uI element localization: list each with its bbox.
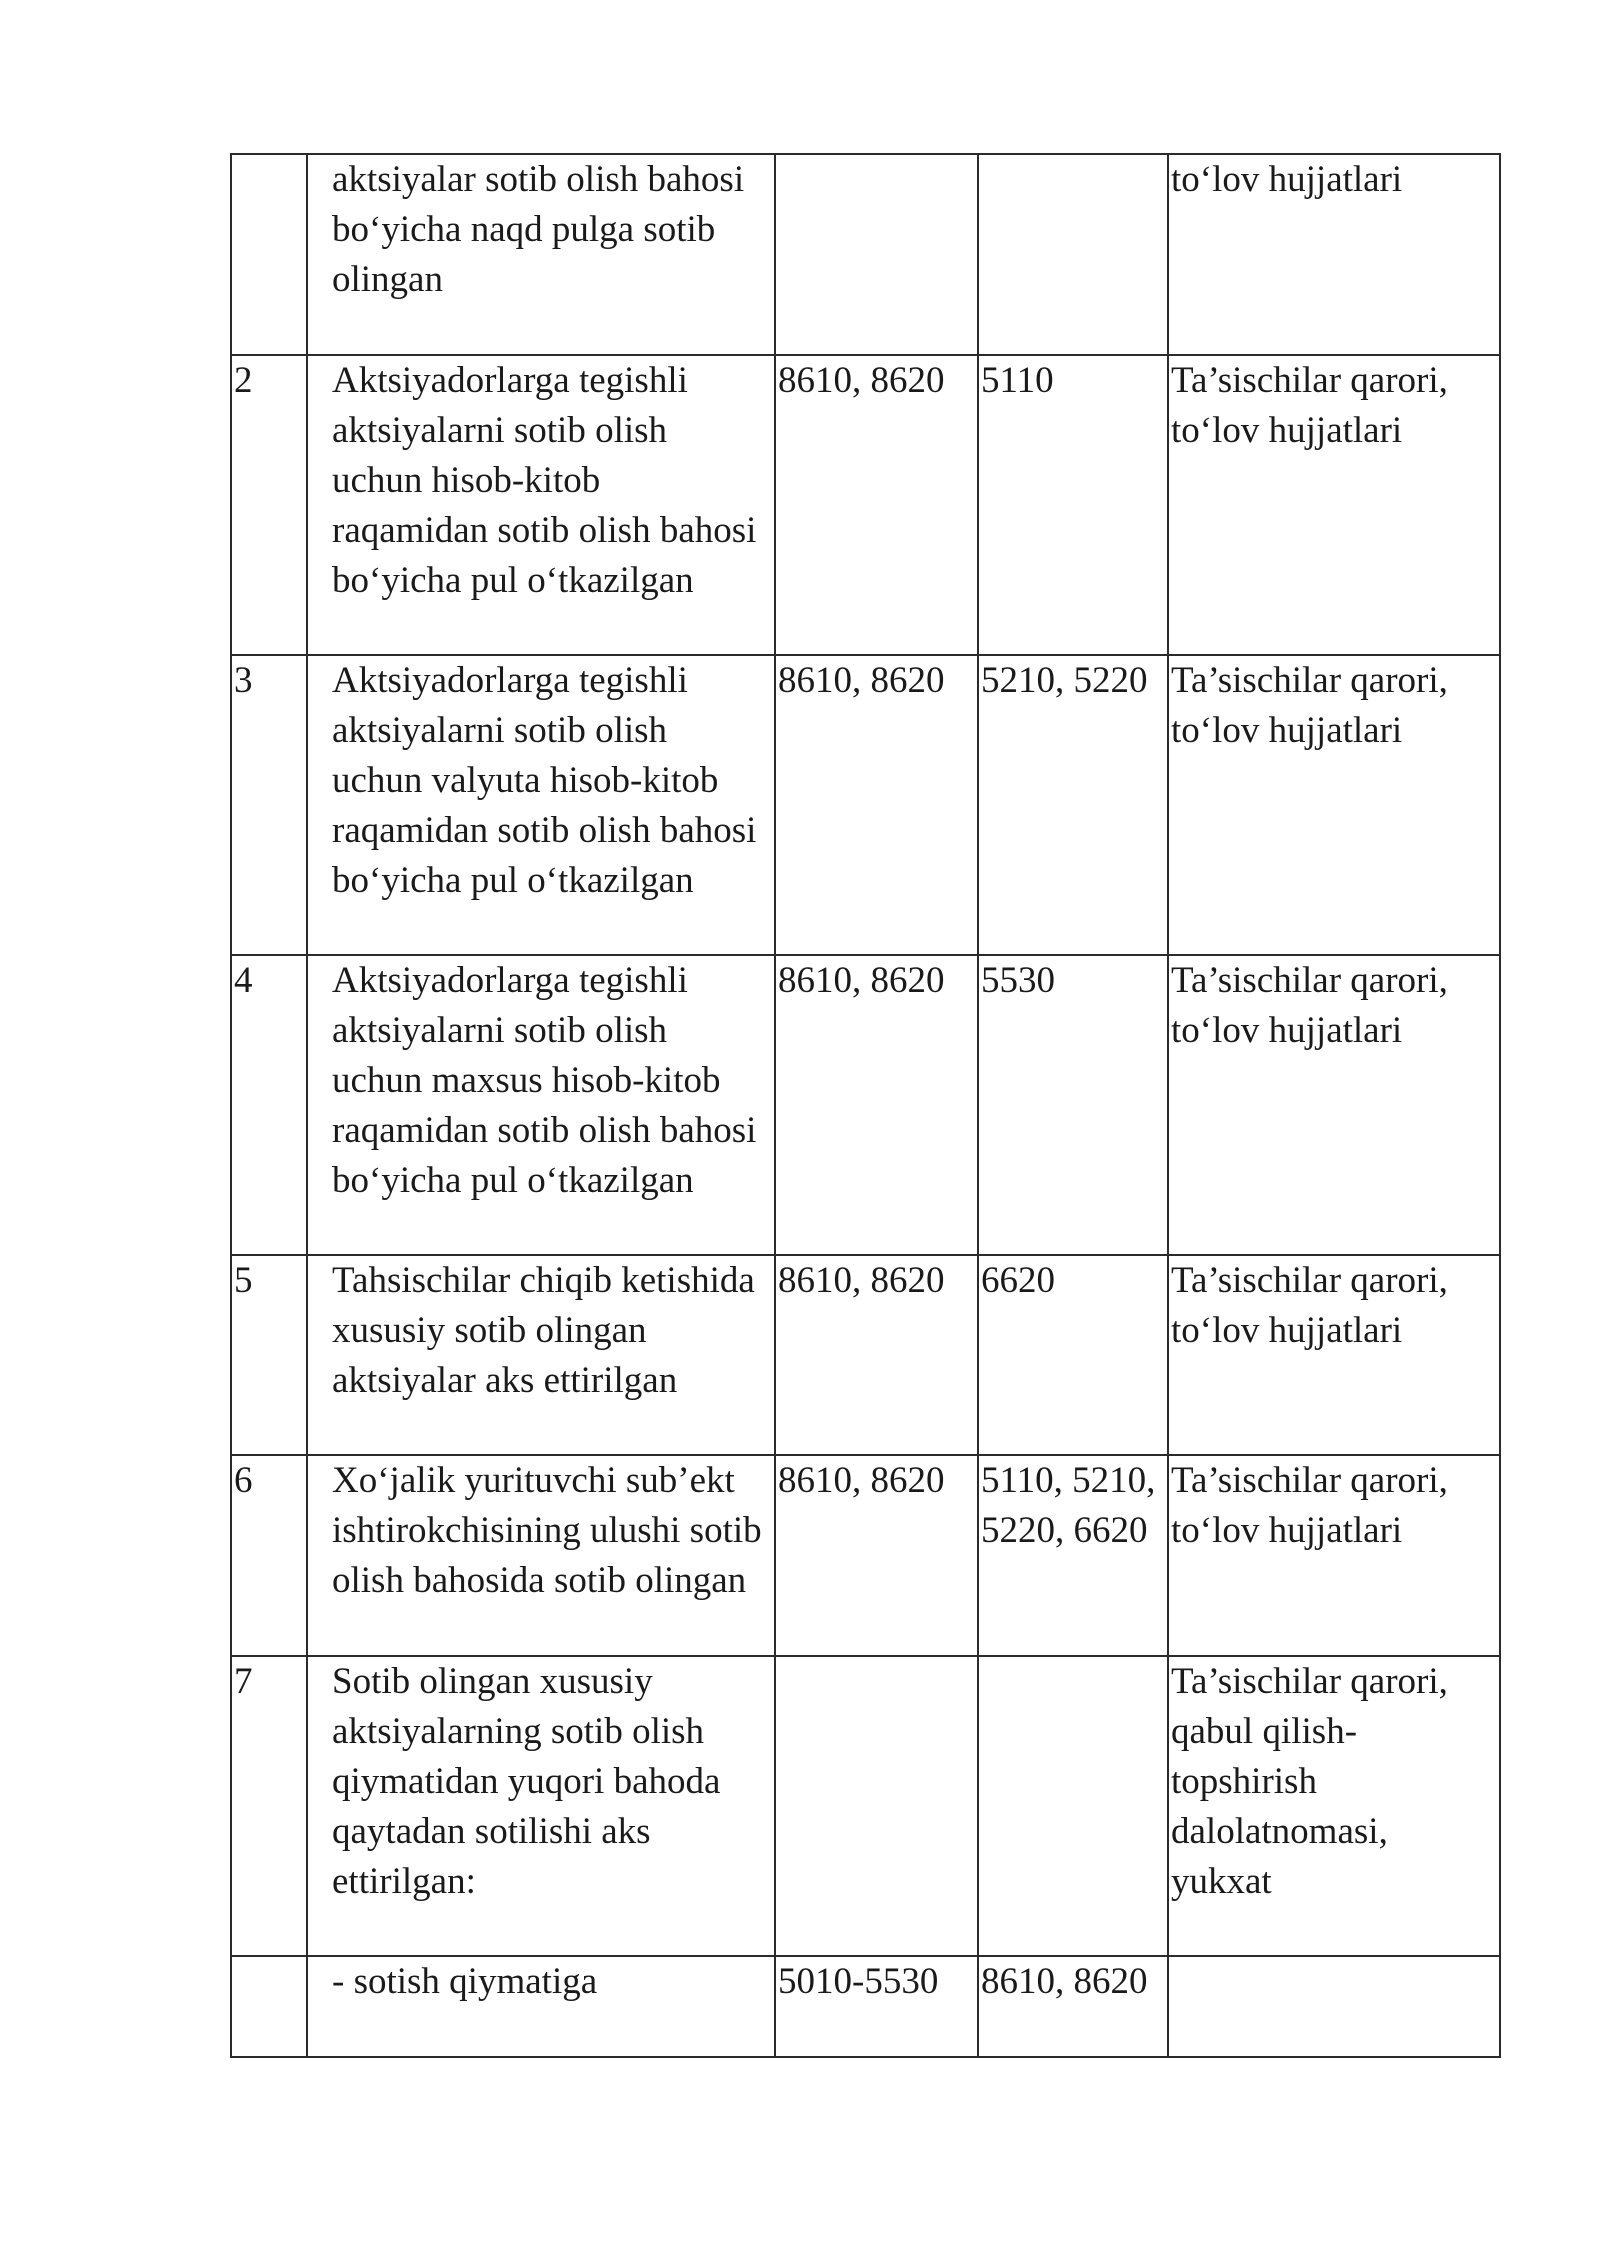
table-row — [231, 1255, 1500, 1455]
debit-account-cell: 8610, 8620 — [775, 1255, 978, 1455]
documents-cell: Ta’sischilar qarori, to‘lov hujjatlari — [1168, 1255, 1500, 1455]
row-number-cell: 7 — [231, 1656, 307, 1956]
credit-account-cell: 8610, 8620 — [978, 1956, 1168, 2057]
row-number-cell: 4 — [231, 955, 307, 1255]
debit-account-cell: 8610, 8620 — [775, 955, 978, 1255]
row-number-cell — [231, 1956, 307, 2057]
row-number-cell: 5 — [231, 1255, 307, 1455]
credit-account-cell — [978, 154, 1168, 355]
description-cell: Tahsischilar chiqib ketishida xususiy sotib olingan aktsiyalar aks ettirilgan — [307, 1255, 775, 1455]
table-row — [231, 1656, 1500, 1956]
documents-cell — [1168, 1956, 1500, 2057]
credit-account-cell: 5210, 5220 — [978, 655, 1168, 955]
documents-cell: Ta’sischilar qarori, to‘lov hujjatlari — [1168, 955, 1500, 1255]
table-row — [231, 154, 1500, 355]
description-cell: Sotib olingan xususiy aktsiyalarning sotib olish qiymatidan yuqori bahoda qaytadan sotilishi aks ettirilgan: — [307, 1656, 775, 1956]
row-number-cell: 6 — [231, 1455, 307, 1656]
credit-account-cell: 5530 — [978, 955, 1168, 1255]
credit-account-cell: 5110, 5210, 5220, 6620 — [978, 1455, 1168, 1656]
debit-account-cell — [775, 154, 978, 355]
description-cell: Aktsiyadorlarga tegishli aktsiyalarni sotib olish uchun valyuta hisob-kitob raqamidan sotib olish bahosi bo‘yicha pul o‘tkazilgan — [307, 655, 775, 955]
documents-cell: to‘lov hujjatlari — [1168, 154, 1500, 355]
row-number-cell — [231, 154, 307, 355]
debit-account-cell: 5010-5530 — [775, 1956, 978, 2057]
debit-account-cell: 8610, 8620 — [775, 655, 978, 955]
credit-account-cell: 5110 — [978, 355, 1168, 655]
row-number-cell: 3 — [231, 655, 307, 955]
table-row — [231, 1455, 1500, 1656]
documents-cell: Ta’sischilar qarori, qabul qilish- topshirish dalolatnomasi, yukxat — [1168, 1656, 1500, 1956]
table-row — [231, 655, 1500, 955]
accounting-entries-table — [230, 153, 1501, 2058]
description-cell: aktsiyalar sotib olish bahosi bo‘yicha naqd pulga sotib olingan — [307, 154, 775, 355]
documents-cell: Ta’sischilar qarori, to‘lov hujjatlari — [1168, 655, 1500, 955]
debit-account-cell: 8610, 8620 — [775, 1455, 978, 1656]
description-cell: - sotish qiymatiga — [307, 1956, 775, 2057]
documents-cell: Ta’sischilar qarori, to‘lov hujjatlari — [1168, 1455, 1500, 1656]
description-cell: Xo‘jalik yurituvchi sub’ekt ishtirokchisining ulushi sotib olish bahosida sotib olingan — [307, 1455, 775, 1656]
documents-cell: Ta’sischilar qarori, to‘lov hujjatlari — [1168, 355, 1500, 655]
description-cell: Aktsiyadorlarga tegishli aktsiyalarni sotib olish uchun maxsus hisob-kitob raqamidan sotib olish bahosi bo‘yicha pul o‘tkazilgan — [307, 955, 775, 1255]
row-number-cell: 2 — [231, 355, 307, 655]
table-row — [231, 355, 1500, 655]
credit-account-cell: 6620 — [978, 1255, 1168, 1455]
credit-account-cell — [978, 1656, 1168, 1956]
table-row — [231, 955, 1500, 1255]
debit-account-cell — [775, 1656, 978, 1956]
debit-account-cell: 8610, 8620 — [775, 355, 978, 655]
table-row — [231, 1956, 1500, 2057]
description-cell: Aktsiyadorlarga tegishli aktsiyalarni sotib olish uchun hisob-kitob raqamidan sotib olish bahosi bo‘yicha pul o‘tkazilgan — [307, 355, 775, 655]
